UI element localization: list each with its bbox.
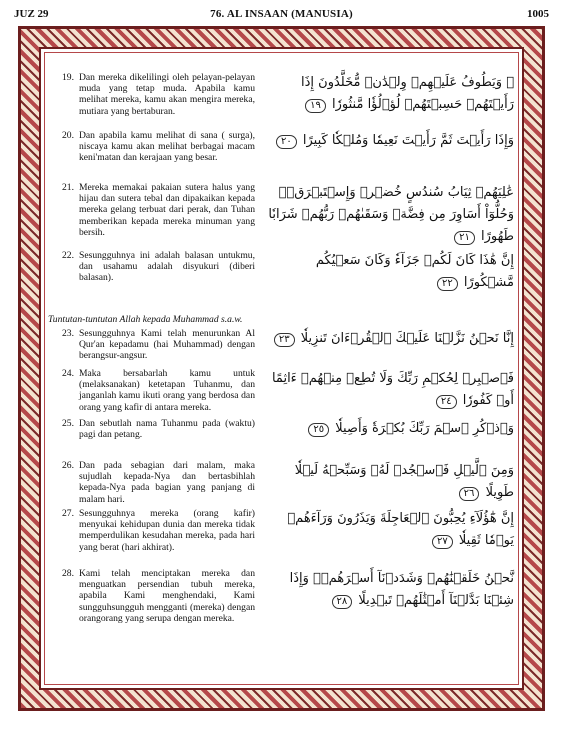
page-number: 1005 bbox=[527, 8, 549, 20]
verse-number: 20. bbox=[62, 130, 74, 141]
verse-arabic: عَٰلِيَهُمۡ ثِيَابُ سُندُسٍ خُضۡرٞ وَإِسۡتَبۡرَقٞۖ وَحُلُّوٓاْ أَسَاوِرَ مِن فِضَّةٖ وَسَقَىٰهُمۡ رَبُّهُمۡ شَرَابٗا طَهُورًا ٢١ bbox=[268, 185, 514, 244]
verse-number: 22. bbox=[62, 250, 74, 261]
verse-number: 26. bbox=[62, 460, 74, 471]
verse-arabic: ۞ وَيَطُوفُ عَلَيۡهِمۡ وِلۡدَٰنٞ مُّخَلَّدُونَ إِذَا رَأَيۡتَهُمۡ حَسِبۡتَهُمۡ لُؤۡلُؤٗا مَّنثُورٗا ١٩ bbox=[301, 75, 514, 112]
verse-number: 27. bbox=[62, 508, 74, 519]
verse-number: 25. bbox=[62, 418, 74, 429]
verse-arabic: فَٱصۡبِرۡ لِحُكۡمِ رَبِّكَ وَلَا تُطِعۡ مِنۡهُمۡ ءَاثِمًا أَوۡ كَفُورٗا ٢٤ bbox=[271, 371, 514, 408]
ayah-number-mark: ٢٧ bbox=[432, 535, 453, 549]
page-header bbox=[14, 8, 549, 24]
verse-arabic: نَّحۡنُ خَلَقۡنَٰهُمۡ وَشَدَدۡنَآ أَسۡرَهُمۡۖ وَإِذَا شِئۡنَا بَدَّلۡنَآ أَمۡثَٰلَهُمۡ تَبۡدِيلًا ٢٨ bbox=[289, 571, 514, 608]
juz-label: JUZ 29 bbox=[14, 8, 49, 20]
verse-number: 19. bbox=[62, 72, 74, 83]
verse-number: 28. bbox=[62, 568, 74, 579]
verse-arabic: وَمِنَ ٱلَّيۡلِ فَٱسۡجُدۡ لَهُۥ وَسَبِّحۡهُ لَيۡلٗا طَوِيلًا ٢٦ bbox=[294, 463, 514, 500]
verse-arabic: وَإِذَا رَأَيۡتَ ثَمَّ رَأَيۡتَ نَعِيمٗا وَمُلۡكٗا كَبِيرًا ٢٠ bbox=[264, 130, 514, 152]
verse-translation: Dan mereka dikelilingi oleh pelayan-pelayan muda yang tetap muda. Apabila kamu melihat mereka, kamu akan mengira mereka, mutiara yang bertaburan. bbox=[79, 72, 255, 117]
ayah-number-mark: ٢٤ bbox=[436, 395, 457, 409]
section-title: Tuntutan-tuntutan Allah kepada Muhammad s.a.w. bbox=[48, 314, 243, 325]
verse-translation: Sesungguhnya ini adalah balasan untukmu, dan usahamu adalah disyukuri (diberi balasan). bbox=[79, 250, 255, 284]
ayah-number-mark: ٢٣ bbox=[274, 333, 295, 347]
verse-translation: Sesungguhnya Kami telah menurunkan Al Qur'an kepadamu (hai Muhammad) dengan berangsur-angsur. bbox=[79, 328, 255, 362]
ayah-number-mark: ٢٦ bbox=[459, 487, 480, 501]
verse-arabic: وَٱذۡكُرِ ٱسۡمَ رَبِّكَ بُكۡرَةٗ وَأَصِيلٗا ٢٥ bbox=[264, 418, 514, 440]
page-title: 76. AL INSAAN (MANUSIA) bbox=[210, 8, 353, 20]
verse-arabic: إِنَّا نَحۡنُ نَزَّلۡنَا عَلَيۡكَ ٱلۡقُرۡءَانَ تَنزِيلٗا ٢٣ bbox=[264, 328, 514, 350]
verse-translation: Dan apabila kamu melihat di sana ( surga), niscaya kamu akan melihat berbagai macam keni'matan dan kerajaan yang besar. bbox=[79, 130, 255, 164]
ayah-number-mark: ٢٨ bbox=[332, 595, 353, 609]
verse-translation: Sesungguhnya mereka (orang kafir) menyukai kehidupan dunia dan mereka tidak memperdulikan kesudahan mereka, pada hari yang berat (hari akhirat). bbox=[79, 508, 255, 553]
ayah-number-mark: ٢٢ bbox=[437, 277, 458, 291]
verse-translation: Dan sebutlah nama Tuhanmu pada (waktu) pagi dan petang. bbox=[79, 418, 255, 441]
verse-arabic: إِنَّ هَٰذَا كَانَ لَكُمۡ جَزَآءٗ وَكَانَ سَعۡيُكُم مَّشۡكُورًا ٢٢ bbox=[315, 253, 514, 290]
verse-translation: Mereka memakai pakaian sutera halus yang hijau dan sutera tebal dan dipakaikan kepada mereka gelang terbuat dari perak, dan Tuhan memberikan kepada mereka minuman yang bersih. bbox=[79, 182, 255, 238]
verse-translation: Dan pada sebagian dari malam, maka sujudlah kepada-Nya dan bertasbihlah kepada-Nya pada bagian yang panjang di malam hari. bbox=[79, 460, 255, 505]
ayah-number-mark: ٢١ bbox=[454, 231, 475, 245]
ayah-number-mark: ٢٠ bbox=[276, 135, 297, 149]
verse-translation: Maka bersabarlah kamu untuk (melaksanakan) ketetapan Tuhanmu, dan janganlah kamu ikuti orang yang berdosa dan orang yang kafir di antara mereka. bbox=[79, 368, 255, 413]
verse-translation: Kami telah menciptakan mereka dan menguatkan persendian tubuh mereka, apabila Kami menghendaki, Kami sungguhsungguh mengganti (mereka) dengan orangorang yang serupa dengan mereka. bbox=[79, 568, 255, 624]
ayah-number-mark: ٢٥ bbox=[308, 423, 329, 437]
verse-number: 23. bbox=[62, 328, 74, 339]
ayah-number-mark: ١٩ bbox=[305, 99, 326, 113]
content-area bbox=[48, 72, 516, 692]
verse-arabic: إِنَّ هَٰٓؤُلَآءِ يُحِبُّونَ ٱلۡعَاجِلَةَ وَيَذَرُونَ وَرَآءَهُمۡ يَوۡمٗا ثَقِيلٗا ٢٧ bbox=[287, 511, 514, 548]
verse-number: 21. bbox=[62, 182, 74, 193]
verse-number: 24. bbox=[62, 368, 74, 379]
